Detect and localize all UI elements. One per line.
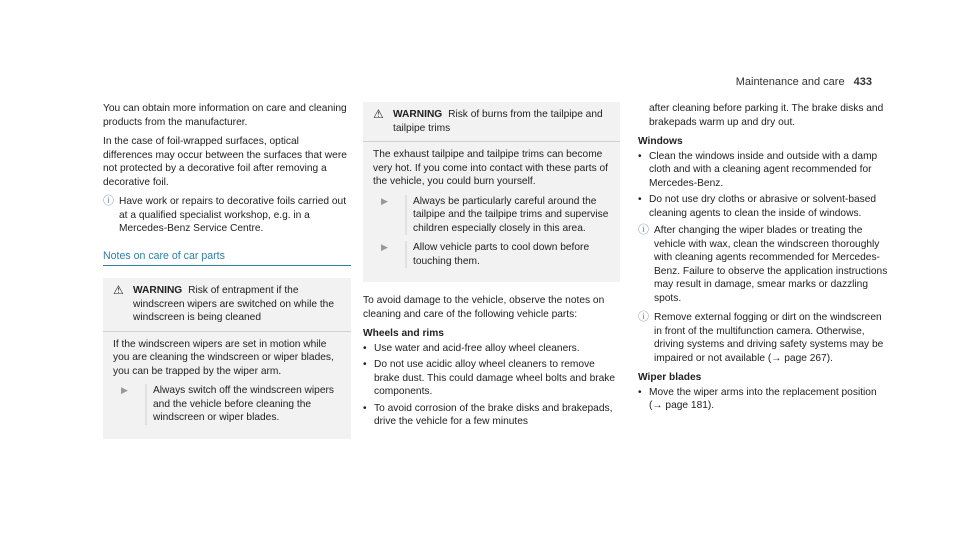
paragraph: In the case of foil-wrapped surfaces, optical differences may occur between the surfaces that were not protected by a decorative foil after removing a decorative foil. (103, 136, 347, 188)
bullet-list (638, 150, 888, 221)
paragraph: after cleaning before parking it. The brake disks and brakepads warm up and dry out. (649, 103, 884, 128)
list-item: • Use water and acid-free alloy wheel cleaners. (363, 342, 620, 356)
warning-heading: Risk of burns from the tailpipe and tailpipe trims (393, 109, 603, 134)
bullet-list (363, 342, 620, 429)
bullet-list (638, 386, 888, 413)
action-arrow-icon: ▶ (381, 195, 388, 206)
info-icon: ⓘ (638, 224, 649, 236)
page-header (736, 76, 872, 88)
info-note (638, 311, 888, 365)
header-title: Maintenance and care (735, 76, 845, 88)
action-step (113, 384, 341, 425)
paragraph: You can obtain more information on care and cleaning products from the manufacturer. (103, 103, 347, 128)
action-arrow-icon: ▶ (121, 385, 128, 395)
info-note (638, 224, 888, 305)
warning-header (113, 284, 341, 325)
subheading: Wheels and rims (363, 328, 444, 339)
list-item: • Do not use acidic alloy wheel cleaners to remove brake dust. This could damage wheel bolts and brake components. (363, 358, 620, 399)
action-step (373, 241, 610, 268)
warning-triangle-icon: ⚠ (113, 283, 124, 297)
warning-body: The exhaust tailpipe and tailpipe trims can become very hot. If you come into contact with these parts of the vehicle, you could burn yourself. (373, 149, 608, 187)
warning-body: If the windscreen wipers are set in motion while you are cleaning the windscreen or wiper blades, you can be trapped by the wiper arm. (113, 338, 334, 377)
action-arrow-icon: ▶ (381, 242, 388, 252)
step-text: Always be particularly careful around the tailpipe and the tailpipe trims and supervise children especially closely in this area. (405, 195, 610, 236)
info-icon: ⓘ (103, 195, 114, 207)
info-icon: ⓘ (638, 311, 649, 323)
list-item: • Clean the windows inside and outside with a damp cloth and with a cleaning agent recommended for Mercedes-Benz. (638, 150, 888, 191)
step-text: Always switch off the windscreen wipers and the vehicle before cleaning the windscreen or wiper blades. (145, 384, 341, 425)
step-text: Allow vehicle parts to cool down before touching them. (405, 241, 610, 268)
list-item: • To avoid corrosion of the brake disks and brakepads, drive the vehicle for a few minutes (363, 402, 620, 429)
column-1 (103, 102, 351, 439)
paragraph: To avoid damage to the vehicle, observe the notes on cleaning and care of the following vehicle parts: (363, 295, 605, 320)
warning-heading: Risk of entrapment if the windscreen wipers are switched on while the windscreen is being cleaned (133, 285, 335, 323)
info-note (103, 195, 351, 236)
warning-box (103, 278, 351, 439)
column-2 (363, 102, 620, 433)
subheading: Windows (638, 136, 683, 147)
warning-header (373, 108, 610, 135)
section-title: Notes on care of car parts (103, 250, 351, 267)
warning-label: WARNING (393, 109, 443, 120)
info-text: Remove external fogging or dirt on the windscreen in front of the multifunction camera. Otherwise, driving systems and driving safety systems may be impaired or not available (→ page 267). (654, 312, 884, 364)
subheading: Wiper blades (638, 372, 702, 383)
list-item: • Move the wiper arms into the replacement position (→ page 181). (638, 386, 888, 413)
info-text: Have work or repairs to decorative foils carried out at a qualified specialist workshop, e.g. in a Mercedes-Benz Service Centre. (119, 196, 347, 234)
warning-triangle-icon: ⚠ (373, 107, 384, 121)
list-item: • Do not use dry cloths or abrasive or solvent-based cleaning agents to clean the inside of windows. (638, 193, 888, 220)
page-number: 433 (853, 76, 872, 88)
warning-label: WARNING (133, 285, 183, 296)
info-text: After changing the wiper blades or treating the vehicle with wax, clean the windscreen thoroughly with cleaning agents recommended for Mercedes-Benz. Failure to observe the application instructions may result in damage, smear marks or dazzling spots. (654, 225, 888, 304)
action-step (373, 195, 610, 236)
divider (363, 141, 620, 142)
column-3 (638, 102, 888, 417)
warning-box (363, 102, 620, 282)
divider (103, 331, 351, 332)
